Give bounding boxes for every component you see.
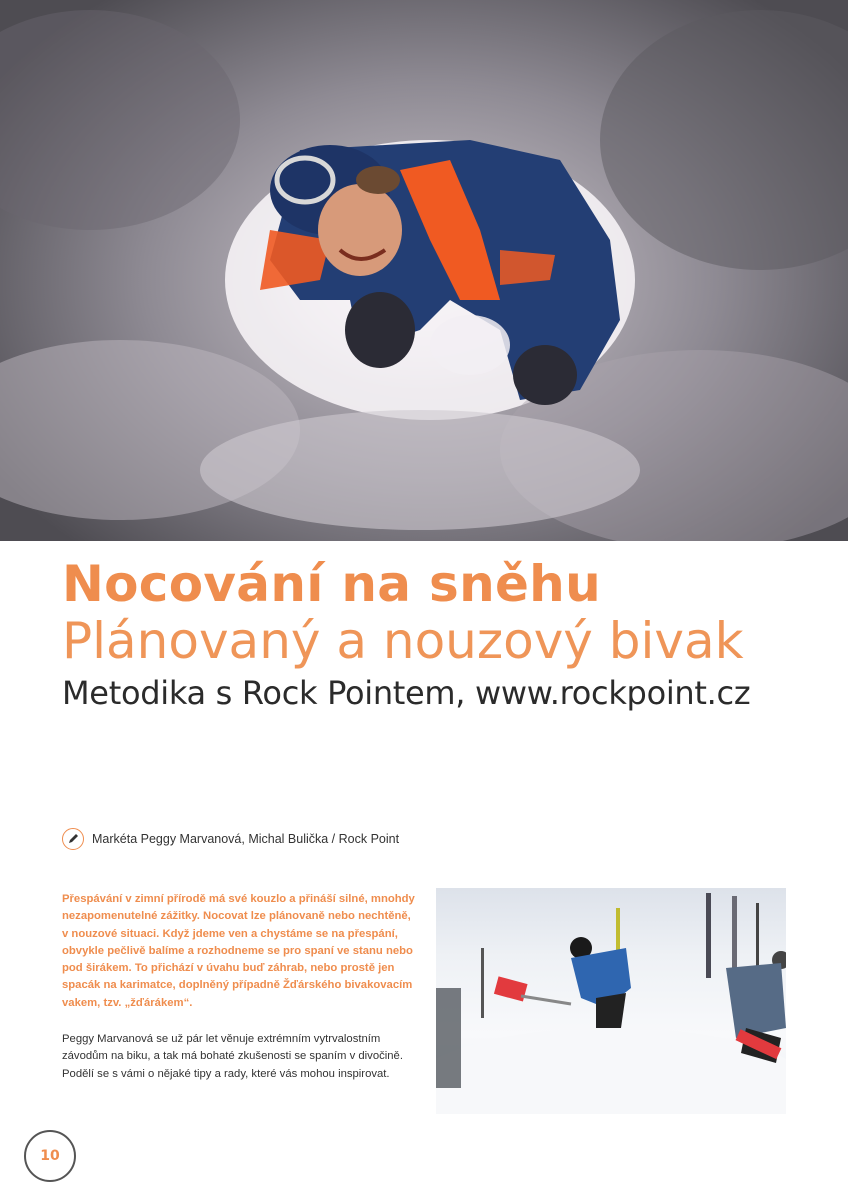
article-subtitle: Plánovaný a nouzový bivak [62,611,744,670]
hero-photo [0,0,848,541]
snow-cave-illustration [0,0,848,541]
article-title-block [62,556,822,712]
lead-paragraph: Přespávání v zimní přírodě má své kouzlo a přináší silné, mnohdy nezapomenutelné zážitky. Nocovat lze plánovaně nebo nechtěně, v nouzové situaci. Když jdeme ven a chystáme se na přespání, obvykle pečlivě balíme a rozhodneme se pro spaní ve stanu nebo pod širákem. To přichází v úvahu buď záhrab, nebo prostě jen spacák na karimatce, doplněný případně Žďárského bivakovacím vakem, tzv. „žďárákem“. [62,893,415,1009]
byline-authors: Markéta Peggy Marvanová, Michal Bulička / Rock Point [92,832,400,846]
article-title: Nocování na sněhu [62,555,601,613]
pen-icon [62,828,84,850]
byline [62,828,399,850]
face [318,184,402,276]
article-tagline: Metodika s Rock Pointem, www.rockpoint.cz [62,673,751,712]
snow-digging-illustration [436,888,786,1114]
side-photo [436,888,786,1114]
page-number: 10 [24,1130,76,1182]
body-paragraph: Peggy Marvanová se už pár let věnuje extrémním vytrvalostním závodům na biku, a tak má bohaté zkušenosti se spaním v divočině. Podělí se s vámi o nějaké tipy a rady, které vás mohou inspirovat. [62,1033,403,1080]
